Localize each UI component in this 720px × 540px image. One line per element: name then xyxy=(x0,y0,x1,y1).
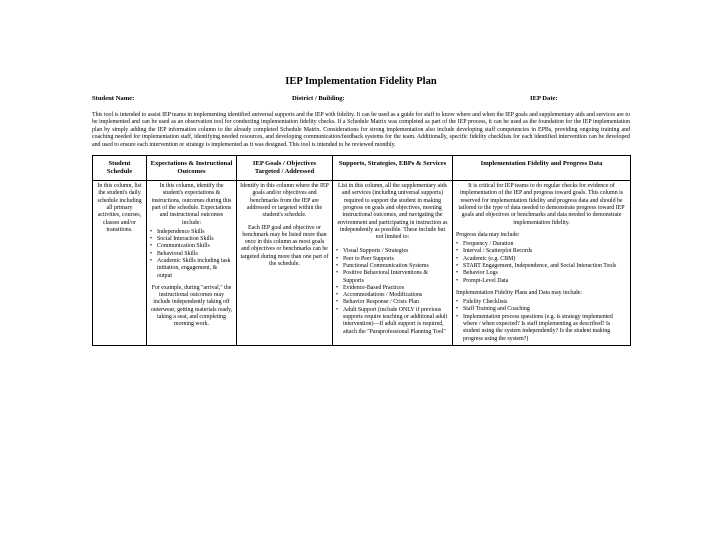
list-item: • Behavioral Skills xyxy=(157,251,233,258)
document-meta-fields xyxy=(92,95,630,102)
list-item: • Academic (e.g. CBM) xyxy=(463,256,627,263)
iep-goals-cell xyxy=(237,181,333,346)
header-implementation-fidelity: Implementation Fidelity and Progress Data xyxy=(453,156,631,181)
list-item: • START Engagement, Independence, and Social Interaction Tools xyxy=(463,263,627,270)
header-expectations: Expectations & Instructional Outcomes xyxy=(147,156,237,181)
header-student-schedule: Student Schedule xyxy=(93,156,147,181)
implementation-fidelity-cell xyxy=(453,181,631,346)
district-building-field: District / Building: xyxy=(292,95,345,102)
document-page xyxy=(92,76,630,346)
table-header-row xyxy=(93,156,631,181)
list-item: • Staff Training and Coaching xyxy=(463,306,627,313)
list-item: • Fidelity Checklists xyxy=(463,299,627,306)
expectations-list xyxy=(150,229,233,280)
fidelity-plans-list xyxy=(456,299,627,343)
list-item: • Independence Skills xyxy=(157,229,233,236)
iep-date-field: IEP Date: xyxy=(530,95,558,102)
document-title: IEP Implementation Fidelity Plan xyxy=(285,76,437,87)
progress-data-label: Progress data may include: xyxy=(456,231,520,238)
list-item: • Accommodations / Modifications xyxy=(343,292,449,299)
iep-goals-text-2: Each IEP goal and objective or benchmark may be listed more than once in this column as most goals and objectives or benchmarks can be targeted during more than one part of the schedule. xyxy=(240,224,329,267)
list-item: • Implementation process questions (e.g. is strategy implemented where / when expected? Is staff implementing as described? Is student using the system independently? Is the student making progress using the system?) xyxy=(463,314,627,343)
list-item: • Frequency / Duration xyxy=(463,241,627,248)
student-schedule-cell xyxy=(93,181,147,346)
list-item: • Behavior Response / Crisis Plan xyxy=(343,299,449,306)
student-name-field: Student Name: xyxy=(92,95,135,102)
header-iep-goals: IEP Goals / Objectives Targeted / Addressed xyxy=(237,156,333,181)
progress-data-list xyxy=(456,241,627,285)
expectations-text: In this column, identify the student's expectations & instructions, outcomes during this part of the schedule. Expectations and instructional outcomes include: xyxy=(151,183,232,226)
list-item: • Positive Behavioral Interventions & Supports xyxy=(343,270,449,285)
expectations-example: For example, during "arrival," the instructional outcomes may include independently taking off outerwear, getting materials ready, taking a seat, and completing morning work. xyxy=(150,284,233,328)
header-supports: Supports, Strategies, EBPs & Services xyxy=(333,156,453,181)
list-item: • Social Interaction Skills xyxy=(157,236,233,243)
expectations-cell xyxy=(147,181,237,346)
list-item: • Communication Skills xyxy=(157,243,233,250)
list-item: • Prompt-Level Data xyxy=(463,278,627,285)
implementation-text: It is critical for IEP teams to do regular checks for evidence of implementation of the IEP and progress toward goals. This column is reserved for implementation fidelity and progress data and should be tailored to the type of data needed to demonstrate progress toward IEP goals and objectives or benchmarks and data needed to demonstrate implementation fidelity. xyxy=(458,183,625,226)
fidelity-plans-label: Implementation Fidelity Plans and Data may include: xyxy=(456,289,582,296)
fidelity-plan-table xyxy=(92,155,631,346)
list-item: • Peer to Peer Supports xyxy=(343,256,449,263)
list-item: • Adult Support (include ONLY if previous supports require teaching or additional adult intervention)—If adult support is required, attach the "Paraprofessional Planning Tool" xyxy=(343,307,449,336)
list-item: • Visual Supports / Strategies xyxy=(343,248,449,255)
intro-paragraph: This tool is intended to assist IEP teams in implementing identified universal supports and the IEP with fidelity. It can be used as a guide for staff to know where and when the IEP goals and supplementary aids and services are to be implemented and can be used as an observation tool for conducting implementation fidelity checks. If a Schedule Matrix was completed as part of the IEP process, it can be used as the foundation for the IEP implementation plan by simply adding the IEP information column to the already completed Schedule Matrix. Considerations for strong implementation also include developing staff competencies in EPBs, providing ongoing training and coaching needed for implementation staff, identifying needed resources, and developing communication/feedback systems for the team. Additionally, specific fidelity checklists for each identified intervention can be developed and used to ensure each intervention or strategy is implemented as it was designed. This tool is intended to be reviewed monthly. xyxy=(92,112,630,148)
list-item: • Evidence-Based Practices xyxy=(343,285,449,292)
supports-cell xyxy=(333,181,453,346)
list-item: • Academic Skills including task initiation, engagement, & output xyxy=(157,258,233,280)
table-row xyxy=(93,181,631,346)
supports-text: List in this column, all the supplementary aids and services (including universal supports) required to support the student in making progress on goals and objectives, meeting instructional outcomes, and navigating the environment and participating in instruction as independently as possible. These include but not limited to: xyxy=(337,183,448,241)
supports-list xyxy=(336,248,449,336)
student-schedule-text: In this column, list the student's daily schedule including all primary activities, courses, classes and/or transitions. xyxy=(97,183,142,233)
iep-goals-text-1: Identify in this column where the IEP goals and/or objectives and benchmarks from the IEP are addressed or targeted within the student's schedule. xyxy=(240,183,329,219)
list-item: • Functional Communication Systems xyxy=(343,263,449,270)
list-item: • Behavior Logs xyxy=(463,270,627,277)
list-item: • Interval / Scatterplot Records xyxy=(463,248,627,255)
